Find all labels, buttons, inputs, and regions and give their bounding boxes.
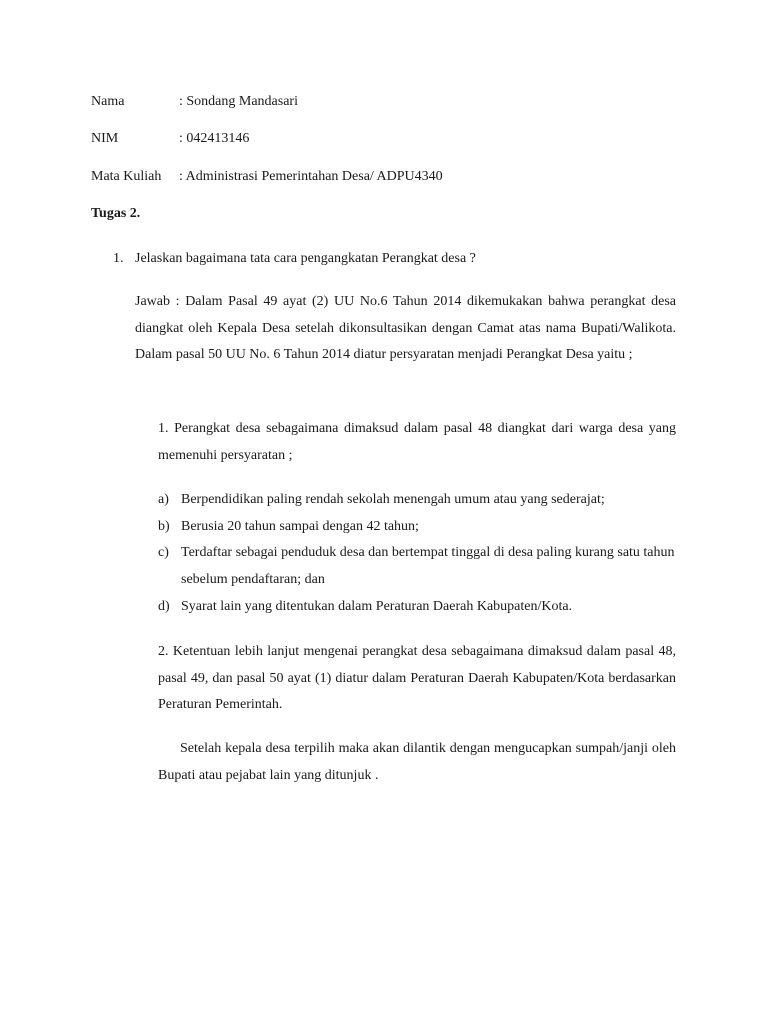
list-item-text: Berusia 20 tahun sampai dengan 42 tahun;	[181, 518, 419, 534]
question-item	[113, 250, 476, 268]
nama-label: Nama	[91, 94, 125, 109]
question-text: Jelaskan bagaimana tata cara pengangkatan Perangkat desa ?	[135, 251, 476, 266]
point-one: 1. Perangkat desa sebagaimana dimaksud dalam pasal 48 diangkat dari warga desa yang memenuhi persyaratan ;	[158, 421, 676, 463]
point-two: 2. Ketentuan lebih lanjut mengenai perangkat desa sebagaimana dimaksud dalam pasal 48, pasal 49, dan pasal 50 ayat (1) diatur dalam Peraturan Daerah Kabupaten/Kota berdasarkan Peraturan Pemerintah.	[158, 644, 676, 713]
mata-kuliah-value: : Administrasi Pemerintahan Desa/ ADPU4340	[179, 169, 443, 184]
task-title: Tugas 2.	[91, 206, 141, 221]
list-item	[158, 487, 676, 514]
list-item-letter: c)	[158, 545, 169, 561]
list-item	[158, 594, 676, 621]
list-item-text: Syarat lain yang ditentukan dalam Peraturan Daerah Kabupaten/Kota.	[181, 598, 573, 614]
question-number: 1.	[113, 251, 124, 266]
list-item-letter: b)	[158, 518, 170, 534]
list-item-text: Terdaftar sebagai penduduk desa dan bertempat tinggal di desa paling kurang satu tahun sebelum pendaftaran; dan	[181, 545, 675, 588]
closing-paragraph: Setelah kepala desa terpilih maka akan dilantik dengan mengucapkan sumpah/janji oleh Bupati atau pejabat lain yang ditunjuk .	[158, 741, 676, 783]
meta-row-mata-kuliah	[91, 168, 443, 186]
list-item-text: Berpendidikan paling rendah sekolah menengah umum atau yang sederajat;	[181, 492, 605, 507]
mata-kuliah-label: Mata Kuliah	[91, 169, 162, 184]
list-item-letter: a)	[158, 492, 169, 507]
list-item-letter: d)	[158, 598, 170, 614]
nim-label: NIM	[91, 131, 119, 146]
meta-row-nim	[91, 130, 249, 148]
answer-intro: Jawab : Dalam Pasal 49 ayat (2) UU No.6 Tahun 2014 dikemukakan bahwa perangkat desa diangkat oleh Kepala Desa setelah dikonsultasikan dengan Camat atas nama Bupati/Walikota. Dalam pasal 50 UU No. 6 Tahun 2014 diatur persyaratan menjadi Perangkat Desa yaitu ;	[135, 294, 676, 363]
list-item	[158, 540, 676, 593]
nama-value: : Sondang Mandasari	[179, 94, 298, 109]
list-item	[158, 514, 676, 541]
requirements-list	[158, 487, 676, 621]
nim-value: : 042413146	[179, 131, 250, 146]
meta-row-nama	[91, 93, 298, 111]
